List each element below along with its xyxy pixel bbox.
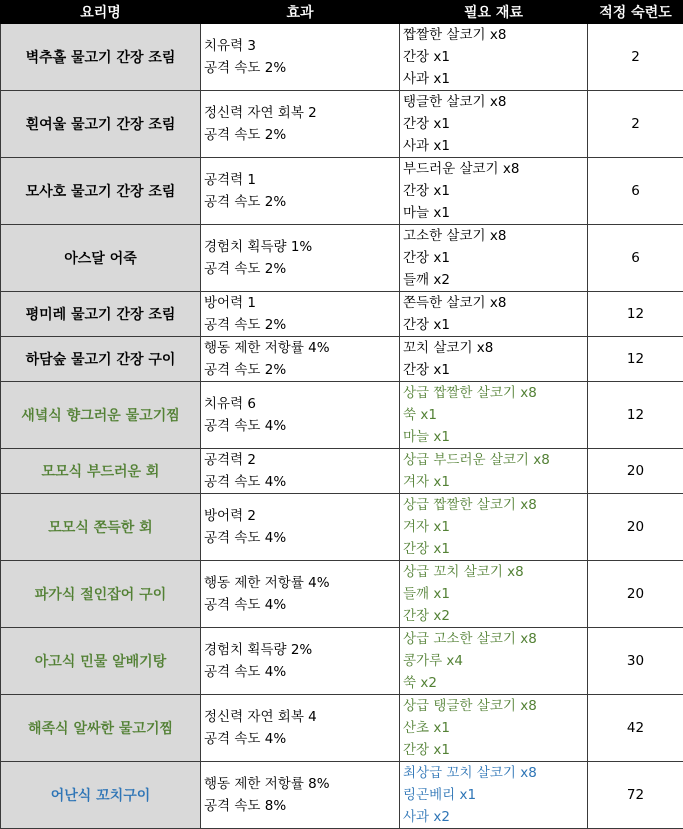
material-line: 사과 x1	[403, 135, 584, 157]
table-row	[1, 24, 683, 91]
table-row	[1, 449, 683, 494]
effect-line: 공격력 2	[204, 449, 396, 471]
effect-line: 치유력 6	[204, 393, 396, 415]
materials-cell	[400, 494, 588, 561]
material-line: 상급 탱글한 살코기 x8	[403, 695, 584, 717]
effect-line: 공격 속도 2%	[204, 359, 396, 381]
effect-line: 행동 제한 저항률 4%	[204, 572, 396, 594]
header-materials: 필요 재료	[400, 1, 588, 24]
materials-cell	[400, 561, 588, 628]
table-row	[1, 91, 683, 158]
materials-cell	[400, 225, 588, 292]
material-line: 쑥 x2	[403, 672, 584, 694]
materials-cell	[400, 91, 588, 158]
effect-line: 행동 제한 저항률 4%	[204, 337, 396, 359]
materials-cell	[400, 24, 588, 91]
effect-line: 공격 속도 4%	[204, 527, 396, 549]
effect-line: 행동 제한 저항률 8%	[204, 773, 396, 795]
effect-line: 공격력 1	[204, 169, 396, 191]
proficiency-level: 12	[588, 292, 683, 337]
materials-cell	[400, 762, 588, 829]
dish-name: 아스달 어죽	[1, 225, 201, 292]
material-line: 간장 x1	[403, 314, 584, 336]
proficiency-level: 12	[588, 337, 683, 382]
proficiency-level: 20	[588, 561, 683, 628]
material-line: 들깨 x2	[403, 269, 584, 291]
effect-cell	[201, 225, 400, 292]
materials-cell	[400, 449, 588, 494]
material-line: 마늘 x1	[403, 426, 584, 448]
effect-line: 정신력 자연 회복 4	[204, 706, 396, 728]
proficiency-level: 12	[588, 382, 683, 449]
table-row	[1, 337, 683, 382]
table-row	[1, 158, 683, 225]
proficiency-level: 6	[588, 225, 683, 292]
effect-cell	[201, 695, 400, 762]
effect-cell	[201, 382, 400, 449]
table-row	[1, 225, 683, 292]
effect-line: 공격 속도 2%	[204, 258, 396, 280]
proficiency-level: 6	[588, 158, 683, 225]
material-line: 들깨 x1	[403, 583, 584, 605]
material-line: 상급 부드러운 살코기 x8	[403, 449, 584, 471]
materials-cell	[400, 695, 588, 762]
effect-line: 방어력 1	[204, 292, 396, 314]
material-line: 상급 고소한 살코기 x8	[403, 628, 584, 650]
effect-line: 공격 속도 4%	[204, 661, 396, 683]
proficiency-level: 30	[588, 628, 683, 695]
dish-name: 새녘식 향그러운 물고기찜	[1, 382, 201, 449]
material-line: 간장 x1	[403, 359, 584, 381]
dish-name: 모모식 부드러운 회	[1, 449, 201, 494]
effect-line: 경험치 획득량 1%	[204, 236, 396, 258]
materials-cell	[400, 337, 588, 382]
material-line: 마늘 x1	[403, 202, 584, 224]
dish-name: 평미레 물고기 간장 조림	[1, 292, 201, 337]
effect-line: 공격 속도 4%	[204, 415, 396, 437]
proficiency-level: 42	[588, 695, 683, 762]
material-line: 쫀득한 살코기 x8	[403, 292, 584, 314]
effect-line: 공격 속도 2%	[204, 191, 396, 213]
header-level: 적정 숙련도	[588, 1, 683, 24]
dish-name: 아고식 민물 알배기탕	[1, 628, 201, 695]
material-line: 간장 x1	[403, 739, 584, 761]
dish-name: 파가식 절인잡어 구이	[1, 561, 201, 628]
materials-cell	[400, 382, 588, 449]
material-line: 부드러운 살코기 x8	[403, 158, 584, 180]
material-line: 간장 x1	[403, 247, 584, 269]
proficiency-level: 2	[588, 91, 683, 158]
material-line: 겨자 x1	[403, 516, 584, 538]
material-line: 간장 x2	[403, 605, 584, 627]
material-line: 사과 x2	[403, 806, 584, 828]
material-line: 겨자 x1	[403, 471, 584, 493]
effect-cell	[201, 762, 400, 829]
material-line: 고소한 살코기 x8	[403, 225, 584, 247]
table-row	[1, 494, 683, 561]
effect-line: 경험치 획득량 2%	[204, 639, 396, 661]
effect-line: 공격 속도 2%	[204, 314, 396, 336]
effect-line: 공격 속도 2%	[204, 124, 396, 146]
table-row	[1, 561, 683, 628]
dish-name: 해족식 알싸한 물고기찜	[1, 695, 201, 762]
dish-name: 어난식 꼬치구이	[1, 762, 201, 829]
effect-cell	[201, 494, 400, 561]
effect-line: 공격 속도 4%	[204, 594, 396, 616]
effect-cell	[201, 628, 400, 695]
table-row	[1, 695, 683, 762]
materials-cell	[400, 292, 588, 337]
effect-line: 공격 속도 4%	[204, 728, 396, 750]
effect-line: 공격 속도 8%	[204, 795, 396, 817]
header-name: 요리명	[1, 1, 201, 24]
dish-name: 벽추홀 물고기 간장 조림	[1, 24, 201, 91]
effect-line: 정신력 자연 회복 2	[204, 102, 396, 124]
material-line: 링곤베리 x1	[403, 784, 584, 806]
material-line: 쑥 x1	[403, 404, 584, 426]
effect-line: 공격 속도 2%	[204, 57, 396, 79]
table-row	[1, 382, 683, 449]
material-line: 상급 짭짤한 살코기 x8	[403, 382, 584, 404]
material-line: 간장 x1	[403, 538, 584, 560]
material-line: 간장 x1	[403, 180, 584, 202]
recipe-table-body	[1, 24, 683, 829]
effect-cell	[201, 158, 400, 225]
material-line: 최상급 꼬치 살코기 x8	[403, 762, 584, 784]
dish-name: 모사호 물고기 간장 조림	[1, 158, 201, 225]
material-line: 꼬치 살코기 x8	[403, 337, 584, 359]
material-line: 콩가루 x4	[403, 650, 584, 672]
material-line: 간장 x1	[403, 46, 584, 68]
effect-cell	[201, 561, 400, 628]
materials-cell	[400, 158, 588, 225]
material-line: 산초 x1	[403, 717, 584, 739]
effect-line: 치유력 3	[204, 35, 396, 57]
material-line: 간장 x1	[403, 113, 584, 135]
effect-cell	[201, 449, 400, 494]
header-row	[1, 1, 683, 24]
dish-name: 하담숲 물고기 간장 구이	[1, 337, 201, 382]
material-line: 상급 꼬치 살코기 x8	[403, 561, 584, 583]
effect-line: 공격 속도 4%	[204, 471, 396, 493]
table-row	[1, 628, 683, 695]
material-line: 상급 짭짤한 살코기 x8	[403, 494, 584, 516]
materials-cell	[400, 628, 588, 695]
header-effect: 효과	[201, 1, 400, 24]
effect-cell	[201, 292, 400, 337]
material-line: 사과 x1	[403, 68, 584, 90]
effect-cell	[201, 91, 400, 158]
proficiency-level: 2	[588, 24, 683, 91]
dish-name: 흰여울 물고기 간장 조림	[1, 91, 201, 158]
proficiency-level: 72	[588, 762, 683, 829]
effect-cell	[201, 337, 400, 382]
dish-name: 모모식 쫀득한 회	[1, 494, 201, 561]
effect-line: 방어력 2	[204, 505, 396, 527]
effect-cell	[201, 24, 400, 91]
material-line: 탱글한 살코기 x8	[403, 91, 584, 113]
table-row	[1, 762, 683, 829]
proficiency-level: 20	[588, 494, 683, 561]
proficiency-level: 20	[588, 449, 683, 494]
table-row	[1, 292, 683, 337]
material-line: 짭짤한 살코기 x8	[403, 24, 584, 46]
